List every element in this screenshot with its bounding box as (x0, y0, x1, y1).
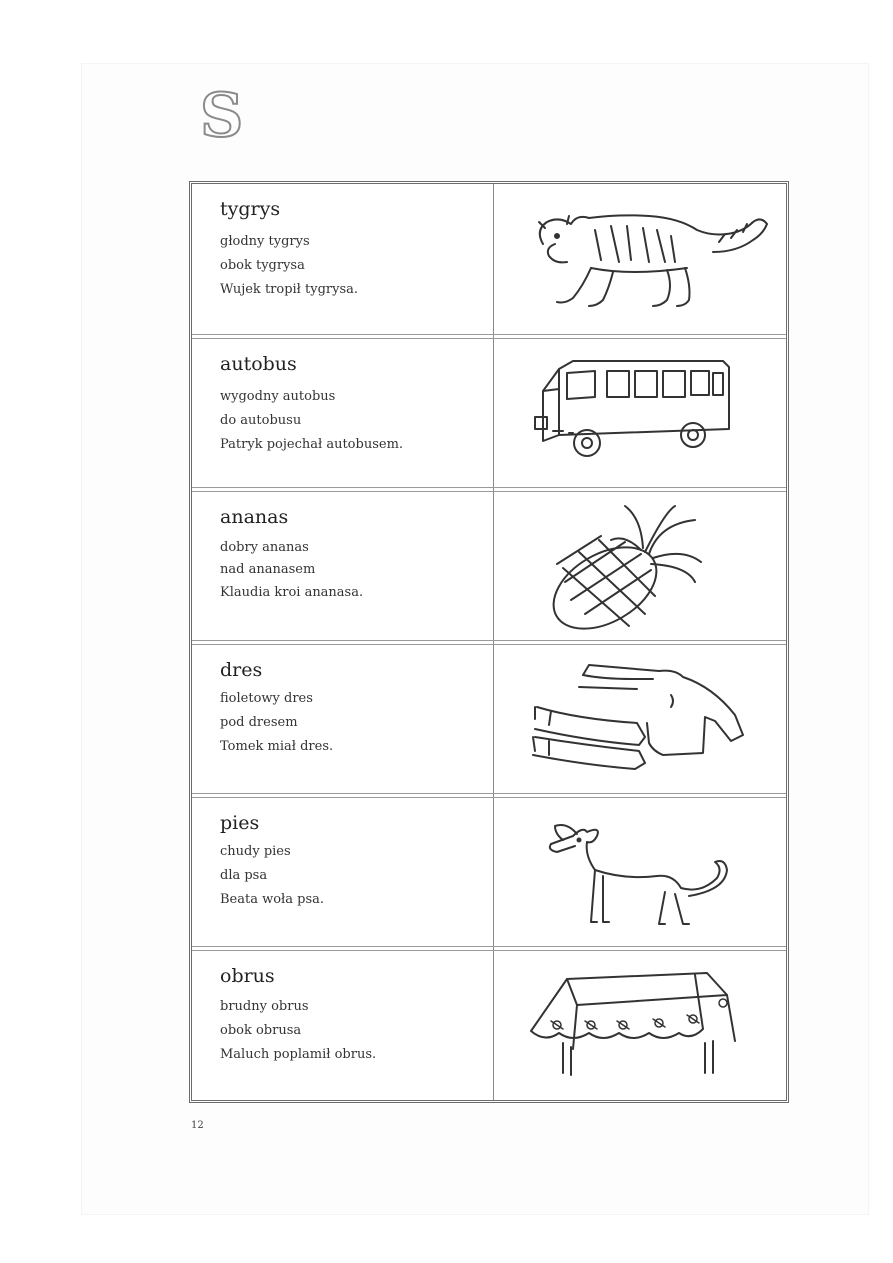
phrase-line: do autobusu (220, 413, 302, 428)
worksheet-row-obrus (192, 951, 786, 1100)
sentence-line: Patryk pojechał autobusem. (220, 437, 404, 452)
word-cell (192, 951, 492, 1100)
phrase-line: obok obrusa (220, 1023, 302, 1038)
phrase-line: wygodny autobus (220, 389, 336, 404)
worksheet-row-tygrys (192, 184, 786, 334)
section-letter: S (200, 81, 244, 151)
tracksuit-drawing (495, 645, 786, 793)
word-cell (192, 184, 492, 334)
phrase-line: fioletowy dres (220, 691, 313, 706)
headword: pies (220, 812, 260, 834)
phrase-line: brudny obrus (220, 999, 309, 1014)
sentence-line: Beata woła psa. (220, 892, 325, 907)
bus-drawing (495, 339, 786, 487)
sentence-line: Klaudia kroi ananasa. (220, 585, 364, 600)
headword: obrus (220, 965, 275, 987)
phrase-line: pod dresem (220, 715, 298, 730)
word-cell (192, 645, 492, 793)
sentence-line: Tomek miał dres. (220, 739, 334, 754)
word-cell (192, 339, 492, 487)
word-cell (192, 798, 492, 946)
worksheet-row-pies (192, 798, 786, 946)
phrase-line: dla psa (220, 868, 268, 883)
sentence-line: Maluch poplamił obrus. (220, 1047, 377, 1062)
worksheet-row-autobus (192, 339, 786, 487)
headword: ananas (220, 506, 289, 528)
pineapple-drawing (495, 492, 786, 640)
headword: dres (220, 659, 263, 681)
phrase-line: głodny tygrys (220, 234, 310, 249)
page-number: 12 (191, 1120, 204, 1131)
headword: tygrys (220, 198, 281, 220)
phrase-line: dobry ananas (220, 540, 309, 555)
dog-drawing (495, 798, 786, 946)
sentence-line: Wujek tropił tygrysa. (220, 282, 359, 297)
tiger-drawing (495, 184, 786, 334)
phrase-line: chudy pies (220, 844, 291, 859)
phrase-line: obok tygrysa (220, 258, 305, 273)
headword: autobus (220, 353, 297, 375)
worksheet-row-ananas (192, 492, 786, 640)
word-cell (192, 492, 492, 640)
worksheet-row-dres (192, 645, 786, 793)
tablecloth-drawing (495, 951, 786, 1100)
phrase-line: nad ananasem (220, 562, 316, 577)
